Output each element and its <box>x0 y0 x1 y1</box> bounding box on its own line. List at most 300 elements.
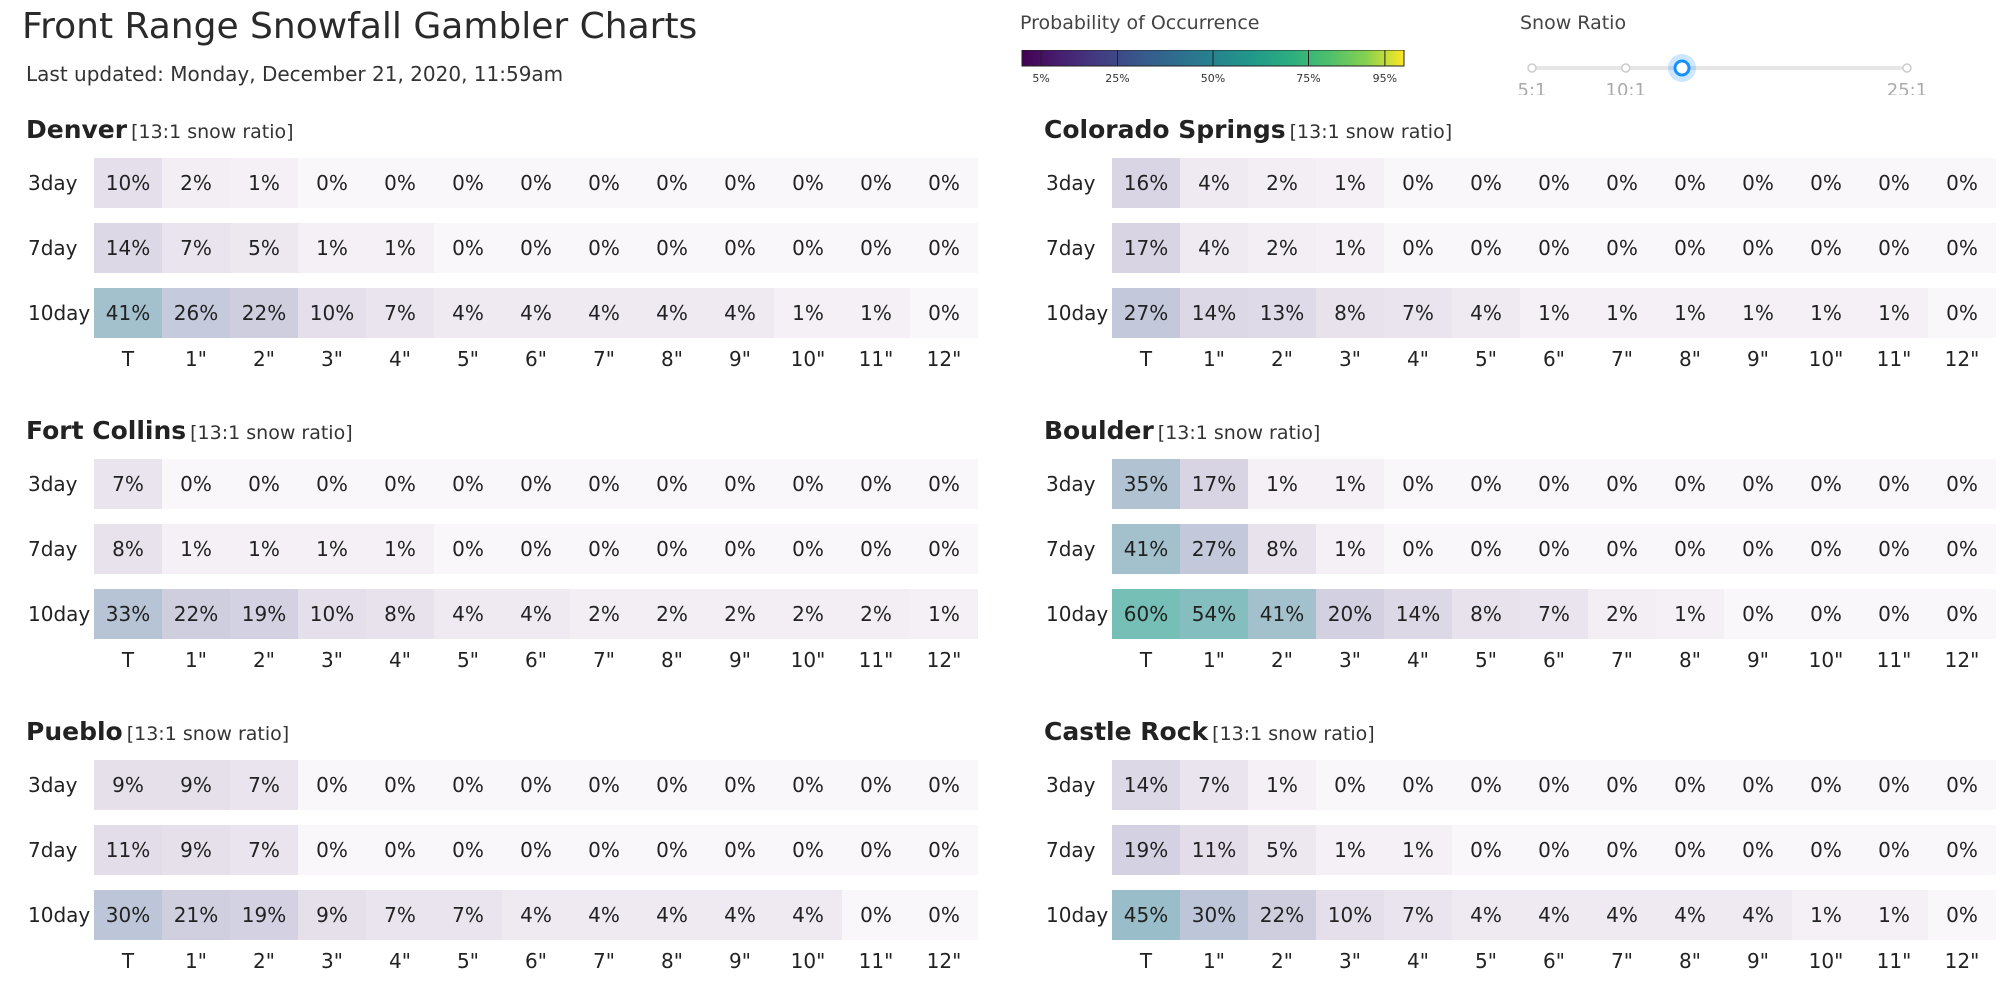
heatmap-cell: 0% <box>638 223 706 273</box>
heatmap-cell: 0% <box>638 158 706 208</box>
heatmap-cell: 9% <box>94 760 162 810</box>
column-label: 9" <box>729 949 751 973</box>
column-label: 8" <box>1679 347 1701 371</box>
heatmap-cell: 0% <box>298 760 366 810</box>
slider-mark[interactable] <box>1903 64 1911 72</box>
column-label: 7" <box>1611 648 1633 672</box>
heatmap-cell: 19% <box>230 589 298 639</box>
column-label: 1" <box>185 648 207 672</box>
heatmap-cell: 4% <box>1180 223 1248 273</box>
column-label: 6" <box>525 648 547 672</box>
heatmap-cell: 1% <box>1656 288 1724 338</box>
heatmap-cell: 0% <box>842 158 910 208</box>
slider-handle[interactable] <box>1675 61 1689 75</box>
chart-panel-denver <box>22 112 1012 412</box>
heatmap-cell: 0% <box>1860 158 1928 208</box>
heatmap-cell: 0% <box>1928 158 1996 208</box>
heatmap-cell: 1% <box>1316 158 1384 208</box>
column-label: 8" <box>661 347 683 371</box>
column-label: 5" <box>1475 949 1497 973</box>
column-label: 10" <box>790 648 826 672</box>
heatmap-cell: 0% <box>1384 459 1452 509</box>
heatmap-cell: 0% <box>1724 223 1792 273</box>
chart-header <box>1044 714 1375 753</box>
heatmap-cell: 16% <box>1112 158 1180 208</box>
column-label: 10" <box>790 347 826 371</box>
legend-colorbar <box>1020 50 1420 95</box>
heatmap-cell: 0% <box>1452 158 1520 208</box>
heatmap-cell: 2% <box>1248 158 1316 208</box>
colorbar-tick-label: 95% <box>1372 72 1398 85</box>
heatmap-cell: 0% <box>1928 223 1996 273</box>
row-label: 3day <box>28 773 78 797</box>
heatmap-cell: 0% <box>570 760 638 810</box>
column-label: 4" <box>389 347 411 371</box>
heatmap-cell: 0% <box>1792 589 1860 639</box>
city-name: Colorado Springs <box>1044 115 1286 144</box>
column-label: 2" <box>253 949 275 973</box>
heatmap-cell: 1% <box>774 288 842 338</box>
heatmap-cell: 0% <box>1316 760 1384 810</box>
heatmap-cell: 1% <box>1316 223 1384 273</box>
heatmap-cell: 0% <box>1860 524 1928 574</box>
heatmap-cell: 0% <box>1860 760 1928 810</box>
heatmap-cell: 9% <box>298 890 366 940</box>
heatmap-cell: 14% <box>1112 760 1180 810</box>
heatmap-cell: 1% <box>366 524 434 574</box>
column-label: 1" <box>1203 347 1225 371</box>
heatmap-cell: 0% <box>570 825 638 875</box>
heatmap-cell: 0% <box>842 459 910 509</box>
heatmap-cell: 14% <box>94 223 162 273</box>
heatmap-cell: 0% <box>1520 459 1588 509</box>
heatmap-cell: 1% <box>1316 825 1384 875</box>
column-label: 8" <box>661 949 683 973</box>
heatmap-cell: 7% <box>162 223 230 273</box>
heatmap-cell: 4% <box>502 890 570 940</box>
heatmap-cell: 0% <box>366 825 434 875</box>
heatmap-cell: 0% <box>1588 825 1656 875</box>
column-label: 9" <box>1747 648 1769 672</box>
heatmap-cell: 4% <box>1452 890 1520 940</box>
heatmap-cell: 0% <box>434 825 502 875</box>
heatmap-cell: 0% <box>842 825 910 875</box>
heatmap-cell: 4% <box>638 288 706 338</box>
heatmap-cell: 0% <box>774 524 842 574</box>
heatmap-cell: 27% <box>1180 524 1248 574</box>
row-label: 10day <box>28 602 91 626</box>
column-label: 5" <box>457 949 479 973</box>
heatmap-cell: 4% <box>434 589 502 639</box>
heatmap-cell: 0% <box>638 825 706 875</box>
heatmap-cell: 0% <box>910 459 978 509</box>
heatmap-cell: 0% <box>570 158 638 208</box>
row-label: 3day <box>1046 773 1096 797</box>
heatmap-cell: 2% <box>1588 589 1656 639</box>
heatmap-cell: 7% <box>366 890 434 940</box>
heatmap-cell: 1% <box>1860 890 1928 940</box>
heatmap-cell: 8% <box>94 524 162 574</box>
heatmap-cell: 4% <box>706 288 774 338</box>
column-label: 8" <box>1679 648 1701 672</box>
heatmap-cell: 0% <box>842 223 910 273</box>
heatmap-cell: 4% <box>1656 890 1724 940</box>
heatmap-cell: 0% <box>1656 825 1724 875</box>
heatmap-cell: 0% <box>774 223 842 273</box>
column-label: T <box>121 347 135 371</box>
heatmap-cell: 0% <box>638 524 706 574</box>
heatmap-cell: 1% <box>1248 459 1316 509</box>
slider-mark-label: 10:1 <box>1605 80 1646 95</box>
chart-panel-fort-collins <box>22 413 1012 713</box>
column-label: 3" <box>321 648 343 672</box>
column-label: 6" <box>1543 949 1565 973</box>
heatmap-cell: 2% <box>774 589 842 639</box>
heatmap-cell: 30% <box>1180 890 1248 940</box>
heatmap-cell: 8% <box>1316 288 1384 338</box>
row-label: 3day <box>1046 472 1096 496</box>
heatmap-cell: 8% <box>366 589 434 639</box>
heatmap-cell: 0% <box>910 223 978 273</box>
heatmap-cell: 0% <box>502 223 570 273</box>
chart-header <box>1044 112 1452 151</box>
heatmap-cell: 1% <box>1384 825 1452 875</box>
heatmap-cell: 22% <box>162 589 230 639</box>
heatmap-cell: 7% <box>1384 890 1452 940</box>
heatmap-cell: 0% <box>638 459 706 509</box>
column-label: 11" <box>858 648 894 672</box>
column-label: 2" <box>253 347 275 371</box>
chart-header <box>26 413 353 452</box>
row-label: 7day <box>28 838 78 862</box>
column-label: 5" <box>457 347 479 371</box>
column-label: 9" <box>729 648 751 672</box>
heatmap-cell: 2% <box>706 589 774 639</box>
heatmap-cell: 0% <box>1452 524 1520 574</box>
column-label: 6" <box>525 949 547 973</box>
row-label: 10day <box>28 903 91 927</box>
heatmap-cell: 4% <box>706 890 774 940</box>
heatmap-cell: 0% <box>1792 223 1860 273</box>
heatmap-cell: 0% <box>706 459 774 509</box>
colorbar-tick-label: 75% <box>1296 72 1321 85</box>
slider-mark[interactable] <box>1528 64 1536 72</box>
snow-ratio-note: [13:1 snow ratio] <box>1289 121 1453 143</box>
heatmap-cell: 0% <box>1792 825 1860 875</box>
chart-panel-castle-rock <box>1040 714 2000 993</box>
heatmap-cell: 4% <box>638 890 706 940</box>
column-label: 11" <box>1876 648 1912 672</box>
heatmap-cell: 60% <box>1112 589 1180 639</box>
heatmap-cell: 20% <box>1316 589 1384 639</box>
heatmap-cell: 4% <box>570 890 638 940</box>
heatmap-cell: 10% <box>94 158 162 208</box>
heatmap-cell: 0% <box>1928 890 1996 940</box>
row-label: 10day <box>1046 602 1109 626</box>
heatmap-cell: 0% <box>1520 825 1588 875</box>
heatmap-cell: 4% <box>434 288 502 338</box>
heatmap-cell: 10% <box>298 288 366 338</box>
column-label: 12" <box>926 347 962 371</box>
heatmap-cell: 7% <box>94 459 162 509</box>
column-label: 12" <box>926 648 962 672</box>
column-label: 9" <box>729 347 751 371</box>
probability-legend <box>1020 10 1420 90</box>
heatmap-cell: 0% <box>366 459 434 509</box>
row-label: 3day <box>28 472 78 496</box>
heatmap-cell: 0% <box>910 825 978 875</box>
column-label: 6" <box>1543 347 1565 371</box>
column-label: 4" <box>389 949 411 973</box>
heatmap-cell: 0% <box>1656 524 1724 574</box>
column-label: 8" <box>661 648 683 672</box>
heatmap-cell: 0% <box>706 223 774 273</box>
column-label: 7" <box>1611 949 1633 973</box>
slider-mark-label: 25:1 <box>1886 80 1928 95</box>
snow-ratio-note: [13:1 snow ratio] <box>131 121 294 143</box>
column-label: 11" <box>858 347 894 371</box>
heatmap-cell: 0% <box>1724 158 1792 208</box>
heatmap-cell: 2% <box>1248 223 1316 273</box>
heatmap-cell: 1% <box>1520 288 1588 338</box>
heatmap-cell: 0% <box>1588 760 1656 810</box>
heatmap-cell: 7% <box>1384 288 1452 338</box>
heatmap-cell: 0% <box>1928 760 1996 810</box>
heatmap-cell: 0% <box>1384 524 1452 574</box>
column-label: 5" <box>457 648 479 672</box>
chart-panel-colorado-springs <box>1040 112 2000 412</box>
snow-ratio-title: Snow Ratio <box>1520 12 1627 34</box>
row-label: 7day <box>1046 236 1096 260</box>
heatmap-cell: 0% <box>1928 288 1996 338</box>
snow-ratio-note: [13:1 snow ratio] <box>1157 422 1321 444</box>
heatmap-cell: 0% <box>502 158 570 208</box>
column-label: 12" <box>926 949 962 973</box>
column-label: T <box>121 648 135 672</box>
heatmap-cell: 54% <box>1180 589 1248 639</box>
heatmap-cell: 0% <box>1792 459 1860 509</box>
city-name: Boulder <box>1044 416 1154 445</box>
heatmap-cell: 0% <box>1384 760 1452 810</box>
heatmap-cell: 0% <box>502 760 570 810</box>
row-label: 3day <box>28 171 78 195</box>
heatmap-cell: 0% <box>1860 223 1928 273</box>
heatmap-cell: 0% <box>1928 825 1996 875</box>
city-name: Pueblo <box>26 717 123 746</box>
heatmap-cell: 0% <box>1860 589 1928 639</box>
page-title: Front Range Snowfall Gambler Charts <box>22 6 698 47</box>
column-label: 4" <box>1407 949 1429 973</box>
colorbar-tick-label: 25% <box>1105 72 1130 85</box>
heatmap-cell: 19% <box>230 890 298 940</box>
heatmap-cell: 5% <box>1248 825 1316 875</box>
row-label: 7day <box>28 537 78 561</box>
heatmap-cell: 0% <box>434 158 502 208</box>
column-label: 8" <box>1679 949 1701 973</box>
heatmap-cell: 9% <box>162 825 230 875</box>
heatmap-cell: 13% <box>1248 288 1316 338</box>
heatmap-cell: 0% <box>1384 223 1452 273</box>
snow-ratio-control[interactable] <box>1515 10 1935 95</box>
column-label: 12" <box>1944 949 1980 973</box>
column-label: 6" <box>1543 648 1565 672</box>
heatmap-cell: 0% <box>1588 223 1656 273</box>
heatmap-cell: 0% <box>1792 524 1860 574</box>
heatmap-cell: 0% <box>1452 760 1520 810</box>
column-label: 10" <box>1808 648 1844 672</box>
row-label: 10day <box>1046 903 1109 927</box>
heatmap-cell: 2% <box>842 589 910 639</box>
heatmap-cell: 1% <box>298 524 366 574</box>
heatmap-cell: 0% <box>910 890 978 940</box>
row-label: 10day <box>1046 301 1109 325</box>
heatmap-cell: 1% <box>1792 890 1860 940</box>
snow-ratio-note: [13:1 snow ratio] <box>126 723 290 745</box>
heatmap-cell: 0% <box>1724 589 1792 639</box>
heatmap-cell: 4% <box>1180 158 1248 208</box>
chart-header <box>26 112 294 151</box>
heatmap-cell: 0% <box>434 459 502 509</box>
heatmap-cell: 1% <box>842 288 910 338</box>
heatmap-cell: 10% <box>1316 890 1384 940</box>
heatmap-cell: 0% <box>570 223 638 273</box>
heatmap-cell: 45% <box>1112 890 1180 940</box>
heatmap-cell: 0% <box>366 158 434 208</box>
heatmap-cell: 0% <box>1724 524 1792 574</box>
heatmap-cell: 0% <box>1452 459 1520 509</box>
heatmap-cell: 0% <box>706 524 774 574</box>
heatmap-cell: 0% <box>570 459 638 509</box>
column-label: 5" <box>1475 648 1497 672</box>
heatmap-cell: 0% <box>1724 459 1792 509</box>
heatmap-cell: 7% <box>230 825 298 875</box>
column-label: 10" <box>1808 949 1844 973</box>
heatmap-cell: 0% <box>1860 825 1928 875</box>
heatmap-cell: 0% <box>910 288 978 338</box>
column-label: 3" <box>1339 949 1361 973</box>
heatmap-cell: 7% <box>366 288 434 338</box>
heatmap-cell: 17% <box>1112 223 1180 273</box>
heatmap-cell: 0% <box>706 760 774 810</box>
slider-mark[interactable] <box>1622 64 1630 72</box>
heatmap-cell: 0% <box>774 459 842 509</box>
row-label: 7day <box>28 236 78 260</box>
column-label: 6" <box>525 347 547 371</box>
heatmap-cell: 0% <box>298 825 366 875</box>
heatmap-cell: 0% <box>842 760 910 810</box>
heatmap-cell: 26% <box>162 288 230 338</box>
column-label: 3" <box>1339 648 1361 672</box>
legend-title: Probability of Occurrence <box>1020 12 1260 34</box>
column-label: 9" <box>1747 949 1769 973</box>
last-updated-text: Last updated: Monday, December 21, 2020, 11:59am <box>26 62 564 86</box>
heatmap-cell: 21% <box>162 890 230 940</box>
snow-ratio-slider[interactable] <box>1515 40 1935 95</box>
heatmap-cell: 0% <box>910 524 978 574</box>
heatmap-cell: 1% <box>1792 288 1860 338</box>
column-label: 3" <box>321 949 343 973</box>
heatmap-cell: 7% <box>434 890 502 940</box>
heatmap-cell: 19% <box>1112 825 1180 875</box>
heatmap-cell: 0% <box>1588 158 1656 208</box>
heatmap-cell: 14% <box>1384 589 1452 639</box>
column-label: 9" <box>1747 347 1769 371</box>
heatmap-cell: 1% <box>1316 524 1384 574</box>
heatmap-cell: 35% <box>1112 459 1180 509</box>
column-label: T <box>121 949 135 973</box>
heatmap-cell: 0% <box>638 760 706 810</box>
heatmap-cell: 0% <box>1724 825 1792 875</box>
column-label: T <box>1139 648 1153 672</box>
chart-header <box>26 714 289 753</box>
column-label: 1" <box>185 949 207 973</box>
heatmap-cell: 41% <box>94 288 162 338</box>
heatmap-cell: 0% <box>1792 158 1860 208</box>
heatmap-cell: 7% <box>1180 760 1248 810</box>
heatmap-cell: 4% <box>502 288 570 338</box>
heatmap-cell: 2% <box>570 589 638 639</box>
heatmap-cell: 41% <box>1112 524 1180 574</box>
heatmap-cell: 1% <box>162 524 230 574</box>
column-label: T <box>1139 347 1153 371</box>
heatmap-cell: 4% <box>1520 890 1588 940</box>
heatmap-cell: 0% <box>366 760 434 810</box>
row-label: 10day <box>28 301 91 325</box>
column-label: 4" <box>389 648 411 672</box>
heatmap-cell: 2% <box>638 589 706 639</box>
column-label: 5" <box>1475 347 1497 371</box>
column-label: 3" <box>1339 347 1361 371</box>
heatmap-cell: 1% <box>1588 288 1656 338</box>
heatmap-cell: 0% <box>502 459 570 509</box>
heatmap-cell: 11% <box>1180 825 1248 875</box>
heatmap-cell: 17% <box>1180 459 1248 509</box>
heatmap-cell: 4% <box>1452 288 1520 338</box>
chart-panel-boulder <box>1040 413 2000 713</box>
column-label: 2" <box>1271 347 1293 371</box>
heatmap-cell: 33% <box>94 589 162 639</box>
chart-panel-pueblo <box>22 714 1012 993</box>
snow-ratio-note: [13:1 snow ratio] <box>190 422 353 444</box>
heatmap-cell: 0% <box>434 760 502 810</box>
column-label: 11" <box>1876 347 1912 371</box>
heatmap-cell: 14% <box>1180 288 1248 338</box>
column-label: 11" <box>1876 949 1912 973</box>
heatmap-cell: 1% <box>1248 760 1316 810</box>
colorbar-tick-label: 5% <box>1032 72 1050 85</box>
column-label: 2" <box>253 648 275 672</box>
column-label: 10" <box>790 949 826 973</box>
heatmap-cell: 4% <box>570 288 638 338</box>
heatmap-cell: 4% <box>774 890 842 940</box>
heatmap-cell: 0% <box>1656 459 1724 509</box>
heatmap-cell: 22% <box>230 288 298 338</box>
heatmap-cell: 0% <box>706 825 774 875</box>
heatmap-cell: 0% <box>1928 524 1996 574</box>
heatmap-cell: 1% <box>298 223 366 273</box>
heatmap-cell: 8% <box>1452 589 1520 639</box>
heatmap-cell: 0% <box>298 158 366 208</box>
heatmap-cell: 7% <box>230 760 298 810</box>
heatmap-cell: 4% <box>1588 890 1656 940</box>
heatmap-cell: 0% <box>570 524 638 574</box>
heatmap-cell: 0% <box>842 890 910 940</box>
colorbar-tick-label: 50% <box>1200 72 1226 85</box>
heatmap-cell: 10% <box>298 589 366 639</box>
heatmap-cell: 1% <box>1316 459 1384 509</box>
heatmap-cell: 0% <box>774 825 842 875</box>
slider-mark-label: 5:1 <box>1517 80 1547 95</box>
